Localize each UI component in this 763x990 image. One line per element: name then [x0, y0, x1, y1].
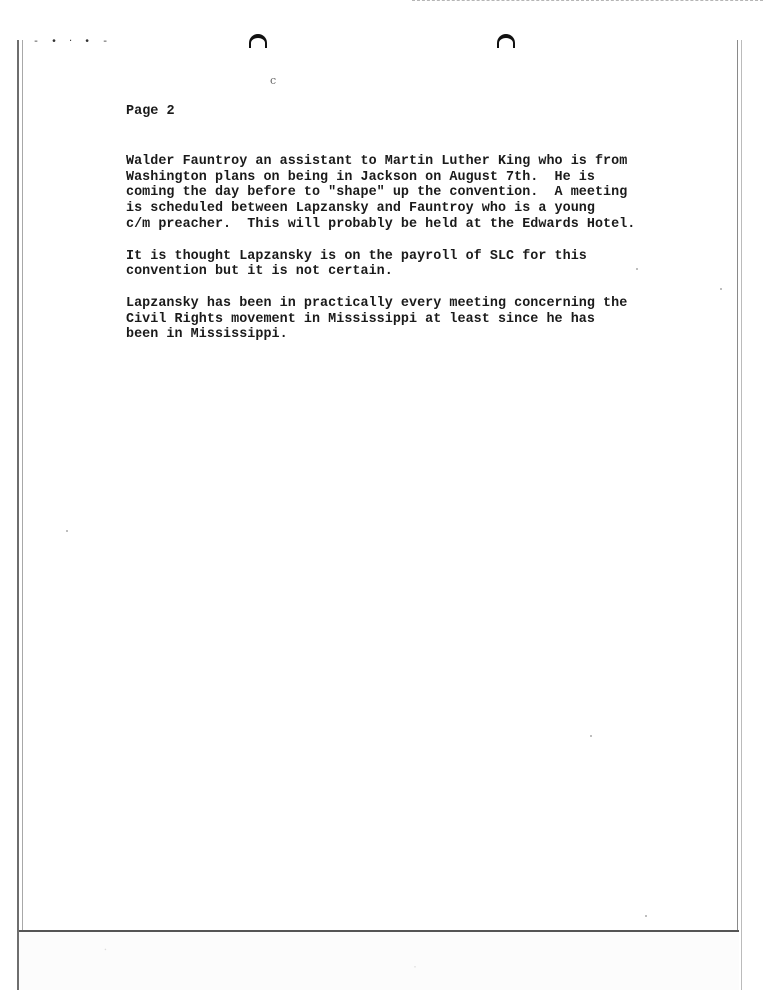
punch-hole-right-icon: [497, 34, 515, 48]
left-page-edge: [17, 40, 23, 990]
scan-speck: [645, 915, 647, 917]
page-number-label: Page 2: [126, 104, 175, 119]
scan-speck: [66, 530, 68, 532]
text-line: is scheduled between Lapzansky and Fauntroy who is a young: [126, 201, 595, 217]
paragraph-fauntroy-visit: [126, 154, 686, 233]
punch-hole-left-icon: [249, 34, 267, 48]
text-line: Lapzansky has been in practically every meeting concerning the: [126, 295, 628, 311]
text-line: coming the day before to "shape" up the convention. A meeting: [126, 185, 628, 201]
bottom-scan-strip: [19, 930, 739, 990]
text-line: convention but it is not certain.: [126, 264, 393, 280]
scan-speck: [636, 268, 638, 270]
text-line: c/m preacher. This will probably be held at the Edwards Hotel.: [126, 216, 636, 232]
text-line: Washington plans on being in Jackson on August 7th. He is: [126, 169, 595, 185]
scan-speck: [590, 735, 592, 737]
right-page-edge: [737, 40, 742, 990]
top-dotted-border: [412, 0, 763, 1]
corner-scan-marks: - • ‧ • -: [33, 37, 112, 48]
text-line: Walder Fauntroy an assistant to Martin Luther King who is from: [126, 154, 628, 169]
scan-speck: [720, 288, 722, 290]
paragraph-payroll: [126, 249, 686, 280]
document-body: [126, 154, 686, 359]
stray-ink-mark: c: [270, 74, 277, 87]
text-line: Civil Rights movement in Mississippi at least since he has: [126, 311, 595, 327]
paragraph-meetings: [126, 296, 686, 343]
text-line: been in Mississippi.: [126, 327, 288, 343]
text-line: It is thought Lapzansky is on the payroll of SLC for this: [126, 248, 587, 264]
